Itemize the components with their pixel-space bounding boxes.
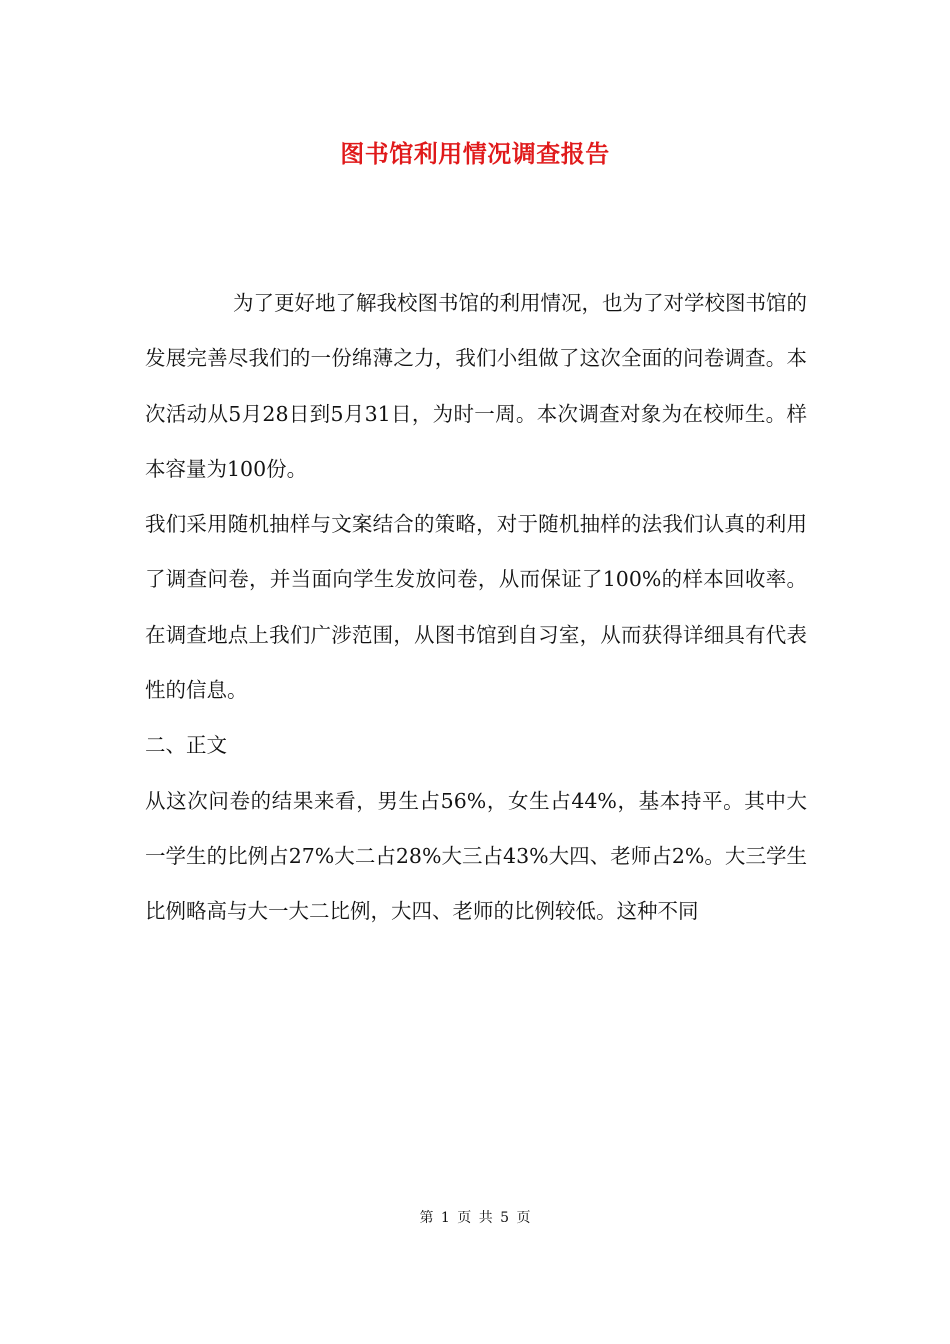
- page-footer: [0, 1208, 950, 1228]
- paragraph-method: 我们采用随机抽样与文案结合的策略，对于随机抽样的法我们认真的利用了调查问卷，并当面向学生发放问卷，从而保证了100%的样本回收率。在调查地点上我们广涉范围，从图书馆到自习室，从而获得详细具有代表性的信息。: [145, 512, 807, 703]
- document-body: [145, 276, 807, 940]
- paragraph-results: 从这次问卷的结果来看，男生占56%，女生占44%，基本持平。其中大一学生的比例占27%大二占28%大三占43%大四、老师占2%。大三学生比例略高与大一大二比例，大四、老师的比例较低。这种不同: [145, 788, 807, 924]
- section-heading-main-text: 二、正文: [145, 733, 227, 758]
- page-number: 第 1 页 共 5 页: [419, 1210, 531, 1226]
- document-title: 图书馆利用情况调查报告: [340, 139, 610, 168]
- paragraph-intro: 为了更好地了解我校图书馆的利用情况，也为了对学校图书馆的发展完善尽我们的一份绵薄之力，我们小组做了这次全面的问卷调查。本次活动从5月28日到5月31日，为时一周。本次调查对象为在校师生。样本容量为100份。: [145, 291, 807, 481]
